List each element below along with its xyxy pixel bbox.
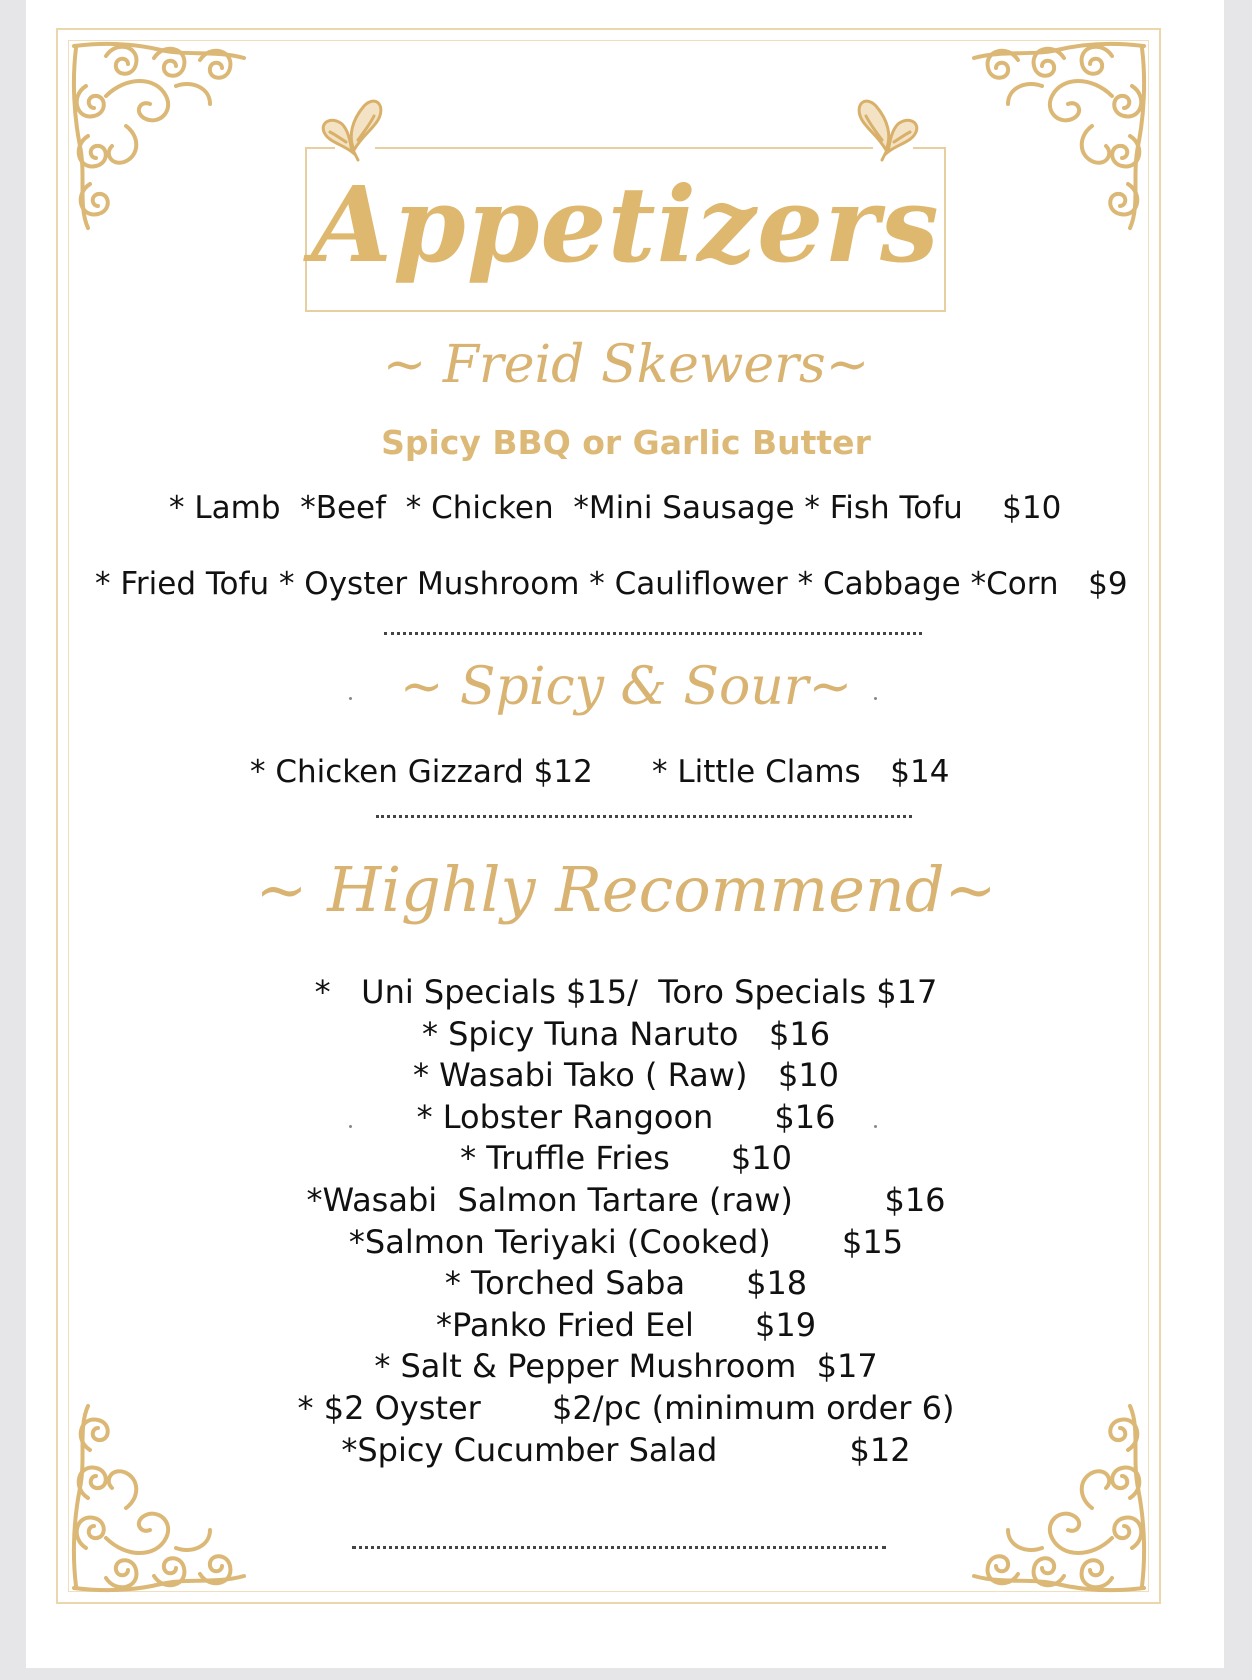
butterfly-right-icon <box>852 96 922 162</box>
swirl-corner-top-right-icon <box>962 36 1152 236</box>
list-item: * Salt & Pepper Mushroom $17 <box>374 1347 878 1386</box>
list-item: *Spicy Cucumber Salad $12 <box>341 1430 911 1469</box>
section-subheading-sauce-options: Spicy BBQ or Garlic Butter <box>381 423 871 462</box>
list-item: *Wasabi Salmon Tartare (raw) $16 <box>306 1180 946 1219</box>
menu-line-skewers-veg: * Fried Tofu * Oyster Mushroom * Cauliflower * Cabbage *Corn $9 <box>95 566 1128 602</box>
swirl-corner-top-left-icon <box>66 36 256 236</box>
list-item: * Lobster Rangoon $16 <box>416 1097 836 1136</box>
section-heading-highly-recommend: ~ Highly Recommend~ <box>255 853 997 926</box>
list-item: * Wasabi Tako ( Raw) $10 <box>412 1056 840 1095</box>
list-item: *Panko Fried Eel $19 <box>435 1305 817 1344</box>
menu-item-chicken-gizzard: * Chicken Gizzard $12 <box>250 754 593 790</box>
menu-item-little-clams: * Little Clams $14 <box>652 754 950 790</box>
section-heading-spicy-sour: ~ Spicy & Sour~ <box>399 657 853 717</box>
menu-title: Appetizers <box>311 163 940 286</box>
list-item: * $2 Oyster $2/pc (minimum order 6) <box>297 1388 955 1427</box>
list-item: * Spicy Tuna Naruto $16 <box>421 1014 831 1053</box>
dotted-divider <box>376 815 912 818</box>
dotted-divider <box>384 632 922 635</box>
recommended-items-list <box>0 972 1252 1471</box>
list-item: * Uni Specials $15/ Toro Specials $17 <box>314 973 938 1011</box>
section-heading-fried-skewers: ~ Freid Skewers~ <box>382 335 870 395</box>
dotted-divider <box>352 1546 886 1549</box>
list-item: *Salmon Teriyaki (Cooked) $15 <box>348 1222 904 1261</box>
list-item: * Truffle Fries $10 <box>460 1139 792 1178</box>
menu-line-skewers-meat: * Lamb *Beef * Chicken *Mini Sausage * Fish Tofu $10 <box>169 490 1062 526</box>
butterfly-left-icon <box>318 96 388 162</box>
list-item: * Torched Saba $18 <box>444 1264 808 1303</box>
